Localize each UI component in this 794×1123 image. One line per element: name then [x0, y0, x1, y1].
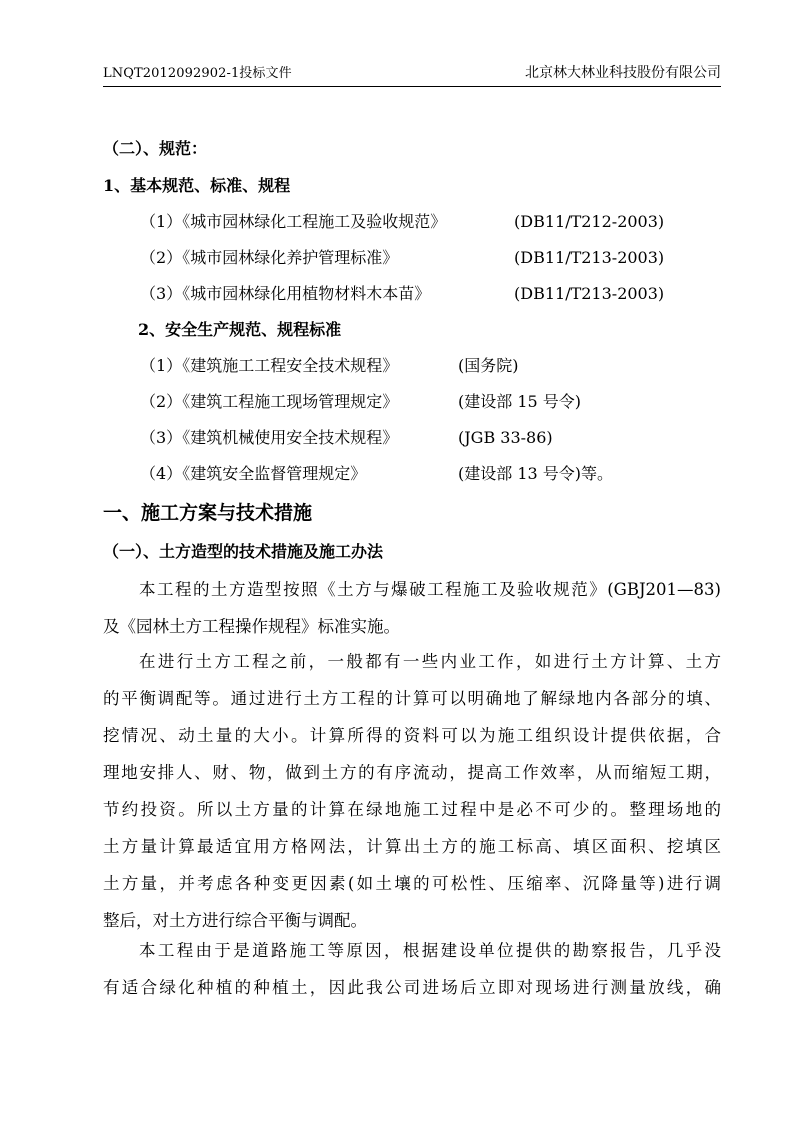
subsection-title-basic-norms: 1、基本规范、标准、规程: [103, 176, 291, 195]
norm-item-code: (DB11/T213-2003): [514, 284, 665, 303]
norm-item: [140, 248, 398, 268]
norm-item-number: （2）: [140, 248, 183, 267]
paragraph-line: 理地安排人、财、物，做到土方的有序流动，提高工作效率，从而缩短工期，: [103, 763, 721, 782]
subsection-title-earthwork: （一）、土方造型的技术措施及施工办法: [103, 542, 384, 561]
paragraph-line: 在进行土方工程之前，一般都有一些内业工作，如进行土方计算、土方: [139, 652, 721, 671]
safety-norm-item: [140, 356, 398, 376]
header-doc-id: LNQT2012092902-1投标文件: [103, 66, 292, 81]
paragraph-line: 土方量，并考虑各种变更因素(如土壤的可松性、压缩率、沉降量等)进行调: [103, 874, 721, 893]
paragraph-line: 整后，对土方进行综合平衡与调配。: [103, 911, 367, 930]
body-paragraph: [103, 932, 721, 1006]
norm-item-name: 《城市园林绿化养护管理标准》: [182, 248, 399, 267]
paragraph-line: 节约投资。所以土方量的计算在绿地施工过程中是必不可少的。整理场地的: [103, 800, 721, 819]
safety-norm-number: （3）: [140, 428, 183, 447]
safety-norm-name: 《建筑工程施工现场管理规定》: [182, 392, 399, 411]
safety-norm-note: (建设部 13 号令)等。: [458, 464, 614, 483]
safety-norm-note: (建设部 15 号令): [458, 392, 582, 411]
safety-norm-note: (国务院): [458, 356, 519, 375]
paragraph-line: 本工程的土方造型按照《土方与爆破工程施工及验收规范》(GBJ201—83): [139, 580, 721, 599]
body-paragraph: [103, 571, 721, 645]
safety-norm-name: 《建筑施工工程安全技术规程》: [182, 356, 399, 375]
safety-norm-number: （1）: [140, 356, 183, 375]
paragraph-line: 及《园林土方工程操作规程》标准实施。: [103, 617, 400, 636]
norm-item: [140, 212, 446, 232]
header-company: 北京林大林业科技股份有限公司: [525, 65, 721, 81]
safety-norm-name: 《建筑机械使用安全技术规程》: [182, 428, 399, 447]
safety-norm-name: 《建筑安全监督管理规定》: [182, 464, 367, 483]
safety-norm-number: （2）: [140, 392, 183, 411]
paragraph-line: 本工程由于是道路施工等原因，根据建设单位提供的勘察报告，几乎没: [139, 941, 721, 960]
body-paragraph: [103, 643, 721, 939]
paragraph-line: 挖情况、动土量的大小。计算所得的资料可以为施工组织设计提供依据，合: [103, 726, 721, 745]
paragraph-line: 的平衡调配等。通过进行土方工程的计算可以明确地了解绿地内各部分的填、: [103, 689, 721, 708]
section-title-norms: （二）、规范：: [103, 139, 208, 158]
header-divider: [103, 86, 721, 87]
paragraph-line: 有适合绿化种植的种植土，因此我公司进场后立即对现场进行测量放线，确: [103, 978, 721, 997]
section-title-plan: 一、施工方案与技术措施: [103, 502, 313, 524]
norm-item: [140, 284, 430, 304]
norm-item-number: （3）: [140, 284, 183, 303]
norm-item-name: 《城市园林绿化用植物材料木本苗》: [182, 284, 431, 303]
safety-norm-number: （4）: [140, 464, 183, 483]
safety-norm-item: [140, 392, 398, 412]
safety-norm-note: (JGB 33-86): [458, 428, 553, 447]
paragraph-line: 土方量计算最适宜用方格网法，计算出土方的施工标高、填区面积、挖填区: [103, 837, 721, 856]
safety-norm-item: [140, 464, 366, 484]
norm-item-number: （1）: [140, 212, 183, 231]
norm-item-name: 《城市园林绿化工程施工及验收规范》: [182, 212, 447, 231]
subsection-title-safety-norms: 2、安全生产规范、规程标准: [138, 320, 342, 339]
safety-norm-item: [140, 428, 398, 448]
norm-item-code: (DB11/T213-2003): [514, 248, 665, 267]
norm-item-code: (DB11/T212-2003): [514, 212, 665, 231]
